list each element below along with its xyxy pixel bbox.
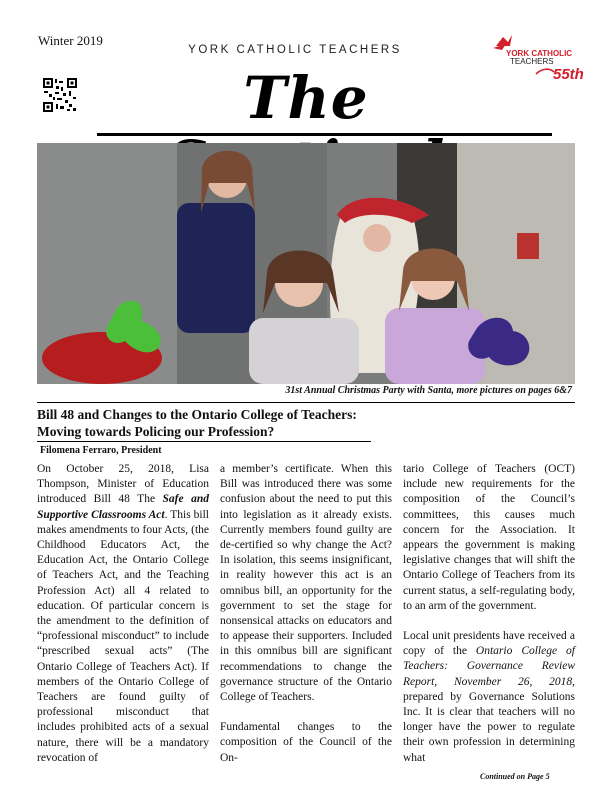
column-3-paragraph-1: tario College of Teachers (OCT) include new requirements for the composition of the Council’s committees, this causes much concern for the Association. It appears the government is making legislative changes that will shift the Ontario College of Teachers from its current status, a self-regulating body, to an arm of the government. <box>403 463 575 612</box>
article-headline <box>37 406 497 440</box>
article-column-3 <box>403 462 575 766</box>
anniversary-badge: 55th <box>553 66 584 83</box>
col3-text-b: , prepared by Governance Solutions Inc. It is clear that teachers will no longer have the power to regulate their own profession in determining what <box>403 675 575 764</box>
continued-note: Continued on Page 5 <box>480 772 550 781</box>
logo-name: YORK CATHOLIC <box>506 49 573 58</box>
masthead-rule <box>97 133 552 136</box>
col1-text-b: . This bill makes amendments to four Acts, (the Childhood Educators Act, the Education Act, the Ontario College of Teachers Act, and the Teaching Profession Act) all 4 related to education. Of particular concern is the amendment to the definition of “professional misconduct” to include “prescribed sexual acts” (The Ontario College of Teachers Act). If members of the Ontario College of Teachers are found guilty of professional misconduct that includes prohibited acts of a sexual nature, there will be a mandatory revocation of <box>37 508 210 764</box>
report-title: Ontario College of Teachers: Governance Review Report, November 26, 2018 <box>403 645 576 688</box>
article-column-1 <box>37 462 209 766</box>
logo-wordmark <box>506 50 572 66</box>
col1-text-a: On October 25, 2018, Lisa Thompson, Minister of Education introduced Bill 48 The <box>37 463 209 506</box>
photo-caption: 31st Annual Christmas Party with Santa, more pictures on pages 6&7 <box>285 385 572 396</box>
caption-rule <box>37 402 575 403</box>
headline-rule <box>37 441 371 442</box>
qr-code-icon <box>43 78 77 112</box>
article-column-2 <box>220 462 392 766</box>
column-3-paragraph-2 <box>403 629 575 766</box>
masthead-title: The <box>243 64 369 132</box>
issue-date: Winter 2019 <box>38 33 103 48</box>
headline-line-2: Moving towards Policing our Profession? <box>37 424 275 439</box>
column-2-paragraph-2: Fundamental changes to the composition of the Council of the On- <box>220 721 392 764</box>
article-author: Filomena Ferraro, President <box>40 445 162 456</box>
headline-line-1: Bill 48 and Changes to the Ontario College of Teachers: <box>37 407 357 422</box>
col3-text-a: Local unit presidents have received a copy of the <box>403 630 575 658</box>
bill-title: Safe and Supportive Classrooms Act <box>37 493 209 521</box>
organization-name: YORK CATHOLIC TEACHERS <box>188 44 402 56</box>
logo-sub: TEACHERS <box>510 57 554 66</box>
column-1-paragraph <box>37 462 209 766</box>
column-2-paragraph-1: a member’s certificate. When this Bill was introduced there was some confusion about the need to put this into legislation as it already exists. Currently members found guilty are de-certified so why change the Act? In isolation, this seems insignificant, in reality however this act is an omnibus bill, an opportunity for the government to set the stage for nonsensical attacks on educators and to appease their supporters. Included in this omnibus bill are significant recommendations to change the governance structure of the Ontario College of Teachers. <box>220 463 392 704</box>
santa-party-photo <box>37 143 575 384</box>
